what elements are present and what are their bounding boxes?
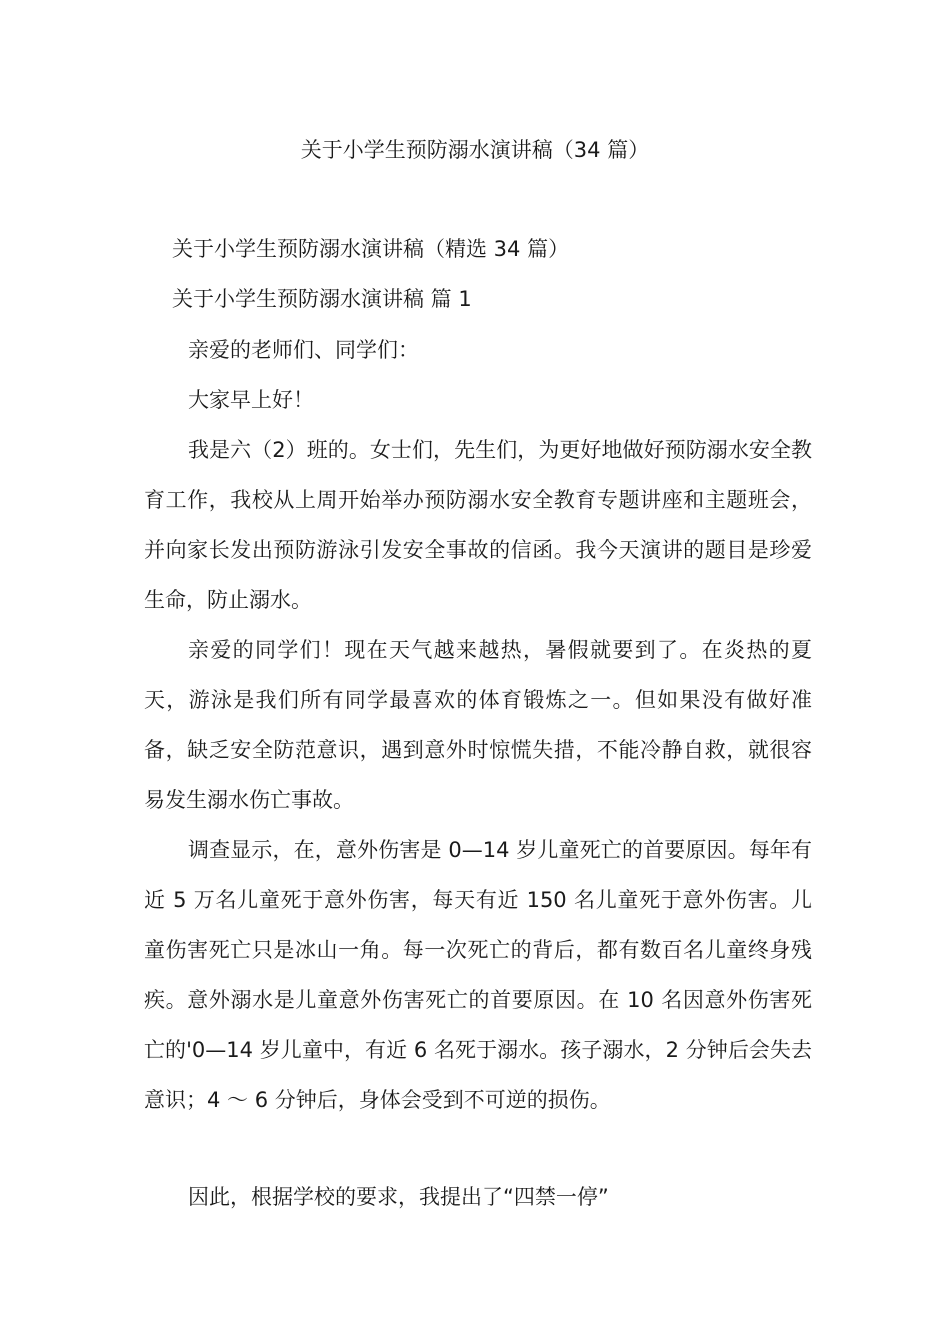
intro-paragraph: 我是六（2）班的。女士们，先生们，为更好地做好预防溺水安全教育工作，我校从上周开始举办预防溺水安全教育专题讲座和主题班会，并向家长发出预防游泳引发安全事故的信函。我今天演讲的题目是珍爱生命，防止溺水。 <box>144 438 812 612</box>
statistics-paragraph: 调查显示，在，意外伤害是 0—14 岁儿童死亡的首要原因。每年有近 5 万名儿童死于意外伤害，每天有近 150 名儿童死于意外伤害。儿童伤害死亡只是冰山一角。每一次死亡的背后，都有数百名儿童终身残疾。意外溺水是儿童意外伤害死亡的首要原因。在 10 名因意外伤害死亡的'0—14 岁儿童中，有近 6 名死于溺水。孩子溺水，2 分钟后会失去意识；4 ～ 6 分钟后，身体会受到不可逆的损伤。 <box>144 838 812 1112</box>
greeting-paragraph: 大家早上好！ <box>188 388 314 412</box>
document-title: 关于小学生预防溺水演讲稿（34 篇） <box>300 138 650 162</box>
salutation-paragraph: 亲爱的老师们、同学们： <box>188 338 419 362</box>
summer-paragraph: 亲爱的同学们！现在天气越来越热，暑假就要到了。在炎热的夏天，游泳是我们所有同学最喜欢的体育锻炼之一。但如果没有做好准备，缺乏安全防范意识，遇到意外时惊慌失措，不能冷静自救，就很容易发生溺水伤亡事故。 <box>144 638 812 812</box>
document-subtitle: 关于小学生预防溺水演讲稿（精选 34 篇） <box>172 237 570 261</box>
section-heading: 关于小学生预防溺水演讲稿 篇 1 <box>172 287 472 311</box>
rules-paragraph: 因此，根据学校的要求，我提出了“四禁一停” <box>188 1185 609 1209</box>
